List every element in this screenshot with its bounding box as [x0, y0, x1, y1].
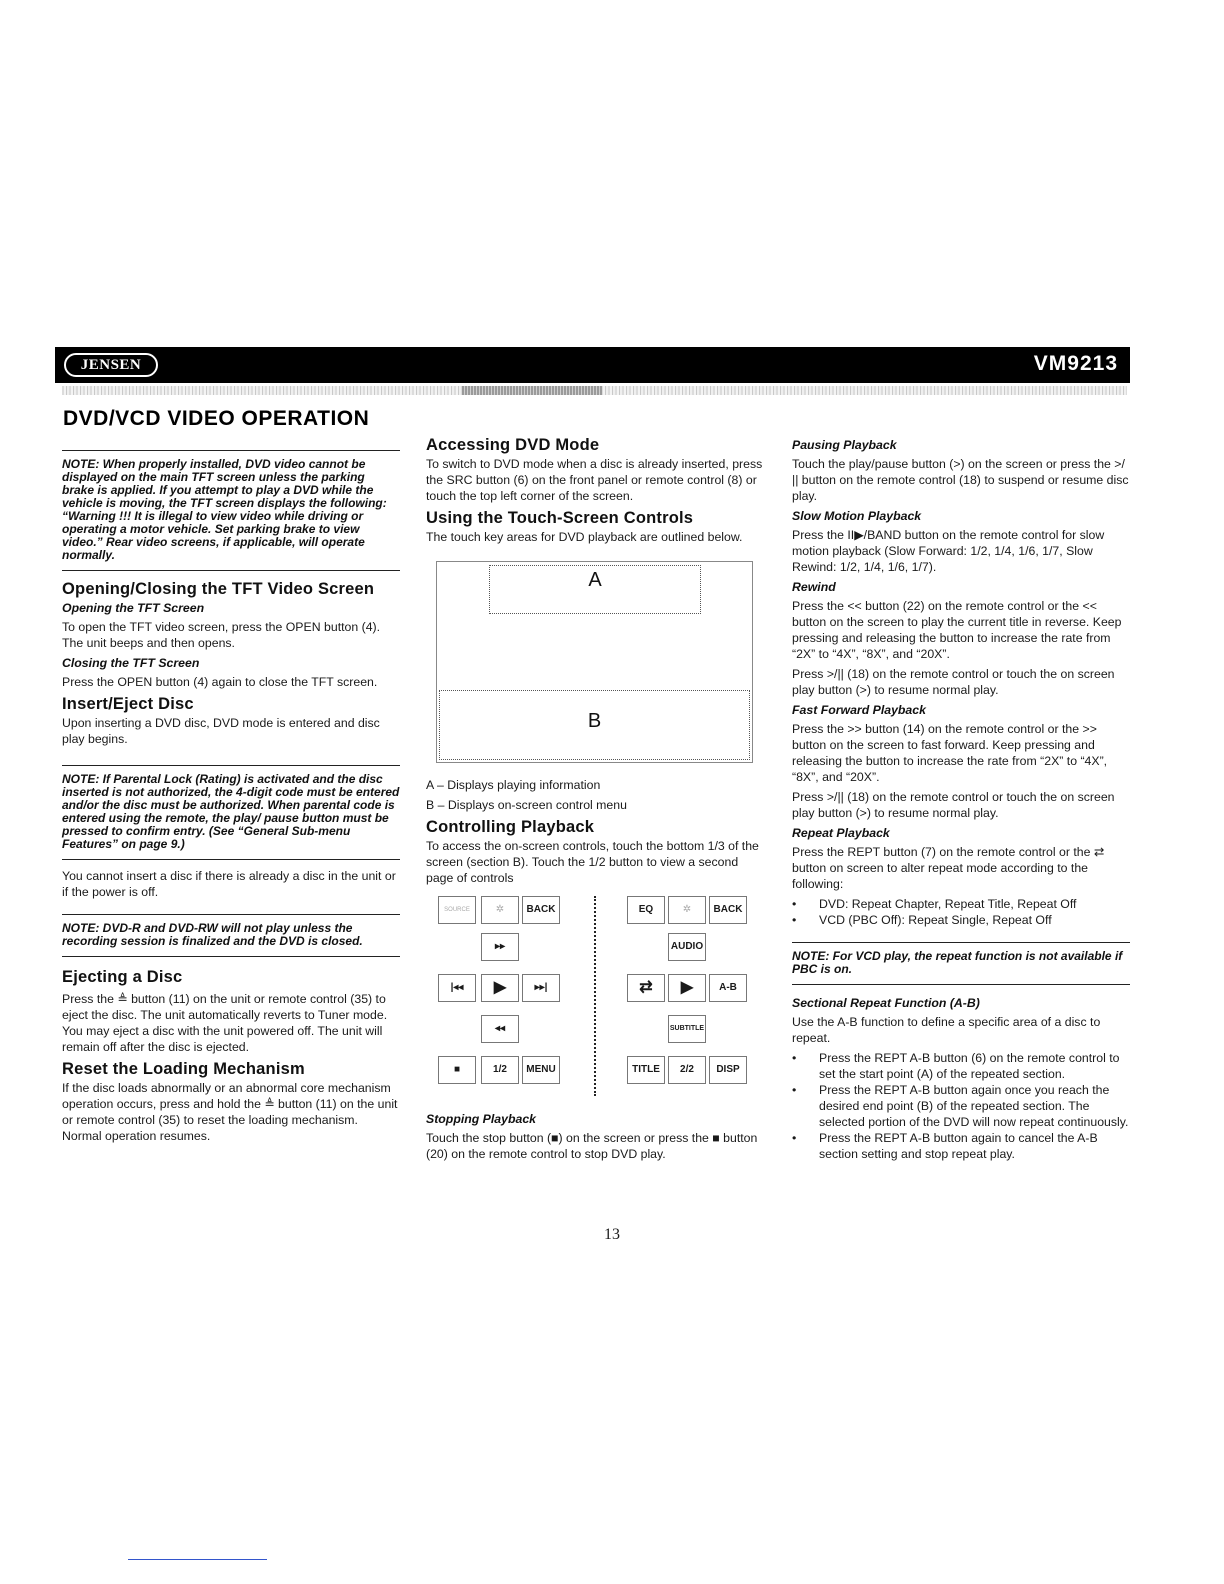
- divider: [62, 956, 400, 957]
- rewind-resume-text: Press >/|| (18) on the remote control or touch the on screen play button (>) to resume normal play.: [792, 667, 1115, 697]
- reset-text: If the disc loads abnormally or an abnormal core mechanism operation occurs, press and hold the ≜ button (11) on the unit or remote control (35) to reset the loading mechanism. Normal operation resumes.: [62, 1081, 398, 1143]
- stop-button[interactable]: ■: [438, 1056, 476, 1084]
- ab-list: [792, 1050, 1130, 1162]
- right-column: [792, 437, 1130, 1166]
- note-vcd-repeat: NOTE: For VCD play, the repeat function is not available if PBC is on.: [792, 949, 1123, 976]
- page-title: DVD/VCD VIDEO OPERATION: [63, 407, 370, 430]
- list-item: • DVD: Repeat Chapter, Repeat Title, Repeat Off: [792, 896, 1130, 912]
- back-button[interactable]: BACK: [709, 896, 747, 924]
- repeat-text: Press the REPT button (7) on the remote control or the ⇄ button on screen to alter repeat mode according to the following:: [792, 845, 1105, 891]
- zone-b: [439, 690, 750, 760]
- note-dvd-r: NOTE: DVD-R and DVD-RW will not play unless the recording session is finalized and the DVD is closed.: [62, 921, 363, 948]
- subheading-opening: Opening the TFT Screen: [62, 601, 205, 615]
- section-heading-accessing: Accessing DVD Mode: [426, 436, 600, 454]
- pause-text: Touch the play/pause button (>) on the screen or press the >/ || button on the remote control (18) to suspend or resume disc play.: [792, 457, 1129, 503]
- middle-column: [426, 437, 766, 1166]
- legend-b: B – Displays on-screen control menu: [426, 798, 627, 812]
- left-column: [62, 450, 400, 1148]
- back-button[interactable]: BACK: [522, 896, 560, 924]
- decorative-strip: [62, 386, 1127, 395]
- insert-text: Upon inserting a DVD disc, DVD mode is entered and disc play begins.: [62, 716, 380, 746]
- disp-button[interactable]: DISP: [709, 1056, 747, 1084]
- stop-text: Touch the stop button (■) on the screen or press the ■ button (20) on the remote control to stop DVD play.: [426, 1131, 758, 1161]
- divider: [62, 765, 400, 766]
- menu-button[interactable]: MENU: [522, 1056, 560, 1084]
- ff-text: Press the >> button (14) on the remote control or the >> button on the screen to fast forward. Keep pressing and releasing the button to increase the rate from “2X” to “4X”, “8X”, and “20X”.: [792, 722, 1108, 784]
- section-heading-open-close: Opening/Closing the TFT Video Screen: [62, 580, 375, 598]
- repeat-button[interactable]: ⇄: [627, 974, 665, 1002]
- slow-text: Press the II▶/BAND button on the remote control for slow motion playback (Slow Forward: 1/2, 1/4, 1/6, 1/7, Slow Rewind: 1/2, 1/4, 1/6, 1/7).: [792, 528, 1105, 574]
- eject-text: Press the ≜ button (11) on the unit or remote control (35) to eject the disc. The unit automatically reverts to Tuner mode. You may eject a disc with the unit powered off. The unit will remain off after the disc is ejected.: [62, 992, 388, 1054]
- header-bar: [55, 347, 1130, 383]
- footer-line: [128, 1559, 267, 1560]
- play-button[interactable]: ▶: [668, 974, 706, 1002]
- rewind-text: Press the << button (22) on the remote control or the << button on the screen to play the current title in reverse. Keep pressing and releasing the button to increase the rate from “2X” to “4X”, “8X”, and “20X”.: [792, 599, 1122, 661]
- list-item: • Press the REPT A-B button again to cancel the A-B section setting and stop repeat play.: [792, 1130, 1130, 1162]
- jensen-logo: JENSEN: [64, 353, 158, 377]
- touch-screen-diagram: [436, 561, 753, 763]
- repeat-list: [792, 896, 1130, 928]
- note-parking-brake: NOTE: When properly installed, DVD video cannot be displayed on the main TFT screen unless the parking brake is applied. If you attempt to play a DVD while the vehicle is moving, the TFT screen displays the following: “Warning !!! It is illegal to view video while driving or operating a motor vehicle. Set parking brake to view video.” Rear video screens, if applicable, will operate normally.: [62, 457, 387, 562]
- fast-forward-button[interactable]: ▸▸: [481, 933, 519, 961]
- page-two-button[interactable]: 2/2: [668, 1056, 706, 1084]
- zone-a: [489, 565, 701, 614]
- section-heading-reset: Reset the Loading Mechanism: [62, 1060, 305, 1078]
- subheading-sectional-repeat: Sectional Repeat Function (A-B): [792, 996, 980, 1010]
- legend-a: A – Displays playing information: [426, 778, 601, 792]
- previous-button[interactable]: |◂◂: [438, 974, 476, 1002]
- subheading-repeat: Repeat Playback: [792, 826, 890, 840]
- list-item: • Press the REPT A-B button again once you reach the desired end point (B) of the repeated section. The selected portion of the DVD will now repeat continuously.: [792, 1082, 1130, 1130]
- control-text: To access the on-screen controls, touch the bottom 1/3 of the screen (section B). Touch the 1/2 button to view a second page of controls: [426, 839, 759, 885]
- divider: [792, 942, 1130, 943]
- divider: [62, 570, 400, 571]
- subheading-stopping: Stopping Playback: [426, 1112, 537, 1126]
- page-number: 13: [604, 1226, 620, 1243]
- subheading-fast-forward: Fast Forward Playback: [792, 703, 926, 717]
- settings-icon[interactable]: ✲: [481, 896, 519, 924]
- subheading-pausing: Pausing Playback: [792, 438, 897, 452]
- closing-text: Press the OPEN button (4) again to close the TFT screen.: [62, 675, 378, 689]
- zone-b-label: B: [587, 710, 602, 732]
- subheading-closing: Closing the TFT Screen: [62, 656, 200, 670]
- settings-icon[interactable]: ✲: [668, 896, 706, 924]
- list-item: • VCD (PBC Off): Repeat Single, Repeat Off: [792, 912, 1130, 928]
- rewind-button[interactable]: ◂◂: [481, 1015, 519, 1043]
- model-number: VM9213: [1033, 352, 1118, 375]
- section-heading-ejecting: Ejecting a Disc: [62, 968, 183, 986]
- divider: [62, 859, 400, 860]
- section-heading-controlling: Controlling Playback: [426, 818, 595, 836]
- divider: [62, 450, 400, 451]
- touch-text: The touch key areas for DVD playback are outlined below.: [426, 530, 743, 544]
- panel-divider: [594, 896, 596, 1096]
- access-text: To switch to DVD mode when a disc is already inserted, press the SRC button (6) on the front panel or remote control (8) or touch the top left corner of the screen.: [426, 457, 763, 503]
- source-button[interactable]: SOURCE: [438, 896, 476, 924]
- note-parental-lock: NOTE: If Parental Lock (Rating) is activated and the disc inserted is not authorized, the 4-digit code must be entered and/or the disc must be authorized. When parental code is entered using the remote, the play/ pause button must be pressed to confirm entry. (See “General Sub-menu Features” on page 9.): [62, 772, 400, 851]
- play-button[interactable]: ▶: [481, 974, 519, 1002]
- audio-button[interactable]: AUDIO: [668, 933, 706, 961]
- ff-resume-text: Press >/|| (18) on the remote control or touch the on screen play button (>) to resume normal play.: [792, 790, 1115, 820]
- zone-a-label: A: [588, 569, 602, 591]
- subtitle-button[interactable]: SUBTITLE: [668, 1015, 706, 1043]
- divider: [792, 984, 1130, 985]
- subheading-rewind: Rewind: [792, 580, 836, 594]
- page-one-button[interactable]: 1/2: [481, 1056, 519, 1084]
- list-item: • Press the REPT A-B button (6) on the remote control to set the start point (A) of the repeated section.: [792, 1050, 1130, 1082]
- divider: [62, 914, 400, 915]
- title-button[interactable]: TITLE: [627, 1056, 665, 1084]
- section-heading-touch: Using the Touch-Screen Controls: [426, 509, 694, 527]
- section-heading-insert-eject: Insert/Eject Disc: [62, 695, 194, 713]
- opening-text: To open the TFT video screen, press the OPEN button (4). The unit beeps and then opens.: [62, 620, 381, 650]
- ab-button[interactable]: A-B: [709, 974, 747, 1002]
- eq-button[interactable]: EQ: [627, 896, 665, 924]
- next-button[interactable]: ▸▸|: [522, 974, 560, 1002]
- control-panels: [426, 896, 756, 1101]
- cannot-insert-text: You cannot insert a disc if there is already a disc in the unit or if the power is off.: [62, 869, 396, 899]
- subheading-slow-motion: Slow Motion Playback: [792, 509, 922, 523]
- ab-text: Use the A-B function to define a specific area of a disc to repeat.: [792, 1015, 1101, 1045]
